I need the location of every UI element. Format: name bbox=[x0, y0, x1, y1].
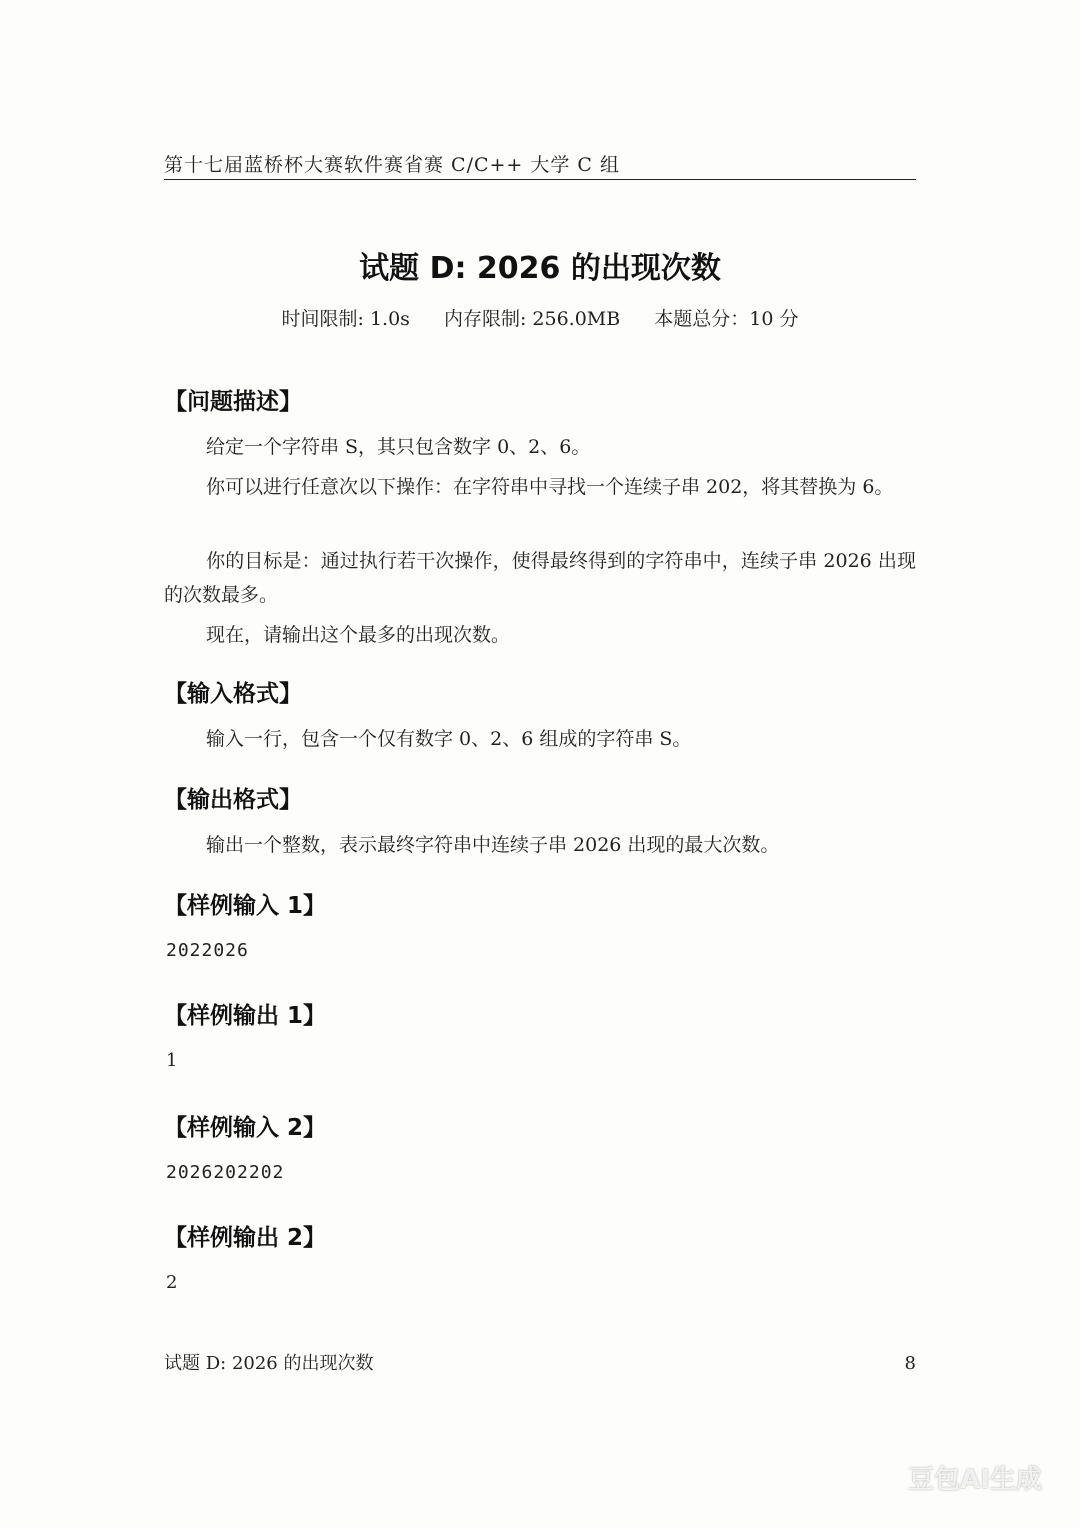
memory-limit: 内存限制: 256.0MB bbox=[443, 308, 621, 330]
input-format-paragraph bbox=[164, 722, 916, 756]
section-heading-sample-output-1: 【样例输出 1】 bbox=[164, 1003, 327, 1029]
description-paragraph-1 bbox=[164, 430, 916, 464]
description-paragraph-3 bbox=[164, 544, 916, 612]
sample-input-1-value: 2022026 bbox=[166, 940, 249, 961]
time-limit: 时间限制: 1.0s bbox=[281, 308, 410, 330]
section-heading-output-format: 【输出格式】 bbox=[164, 787, 302, 813]
running-header: 第十七届蓝桥杯大赛软件赛省赛 C/C++ 大学 C 组 bbox=[164, 154, 621, 176]
description-paragraph-4 bbox=[164, 618, 916, 652]
sample-input-2-value: 2026202202 bbox=[166, 1162, 285, 1183]
total-score: 本题总分：10 分 bbox=[654, 308, 799, 330]
section-heading-description: 【问题描述】 bbox=[164, 389, 302, 415]
input-format-text: 输入一行，包含一个仅有数字 0、2、6 组成的字符串 S。 bbox=[206, 728, 692, 750]
description-text-3: 你的目标是：通过执行若干次操作，使得最终得到的字符串中，连续子串 2026 出现的次数最多。 bbox=[164, 550, 916, 606]
ai-watermark: 豆包AI生成 bbox=[908, 1465, 1042, 1495]
section-heading-sample-output-2: 【样例输出 2】 bbox=[164, 1225, 327, 1251]
header-rule bbox=[164, 179, 916, 180]
output-format-paragraph bbox=[164, 828, 916, 862]
problem-meta bbox=[164, 306, 916, 332]
output-format-text: 输出一个整数，表示最终字符串中连续子串 2026 出现的最大次数。 bbox=[206, 834, 780, 856]
problem-title: 试题 D: 2026 的出现次数 bbox=[359, 251, 721, 286]
section-heading-sample-input-1: 【样例输入 1】 bbox=[164, 893, 327, 919]
description-paragraph-2 bbox=[164, 470, 916, 504]
sample-output-2-value: 2 bbox=[166, 1272, 178, 1293]
section-heading-sample-input-2: 【样例输入 2】 bbox=[164, 1115, 327, 1141]
sample-output-1-value: 1 bbox=[166, 1050, 178, 1071]
section-heading-input-format: 【输入格式】 bbox=[164, 681, 302, 707]
page-number: 8 bbox=[904, 1353, 916, 1374]
footer-title: 试题 D: 2026 的出现次数 bbox=[164, 1353, 374, 1374]
description-text-2: 你可以进行任意次以下操作：在字符串中寻找一个连续子串 202，将其替换为 6。 bbox=[206, 476, 894, 498]
description-text-4: 现在，请输出这个最多的出现次数。 bbox=[206, 624, 511, 646]
description-text-1: 给定一个字符串 S，其只包含数字 0、2、6。 bbox=[206, 436, 591, 458]
